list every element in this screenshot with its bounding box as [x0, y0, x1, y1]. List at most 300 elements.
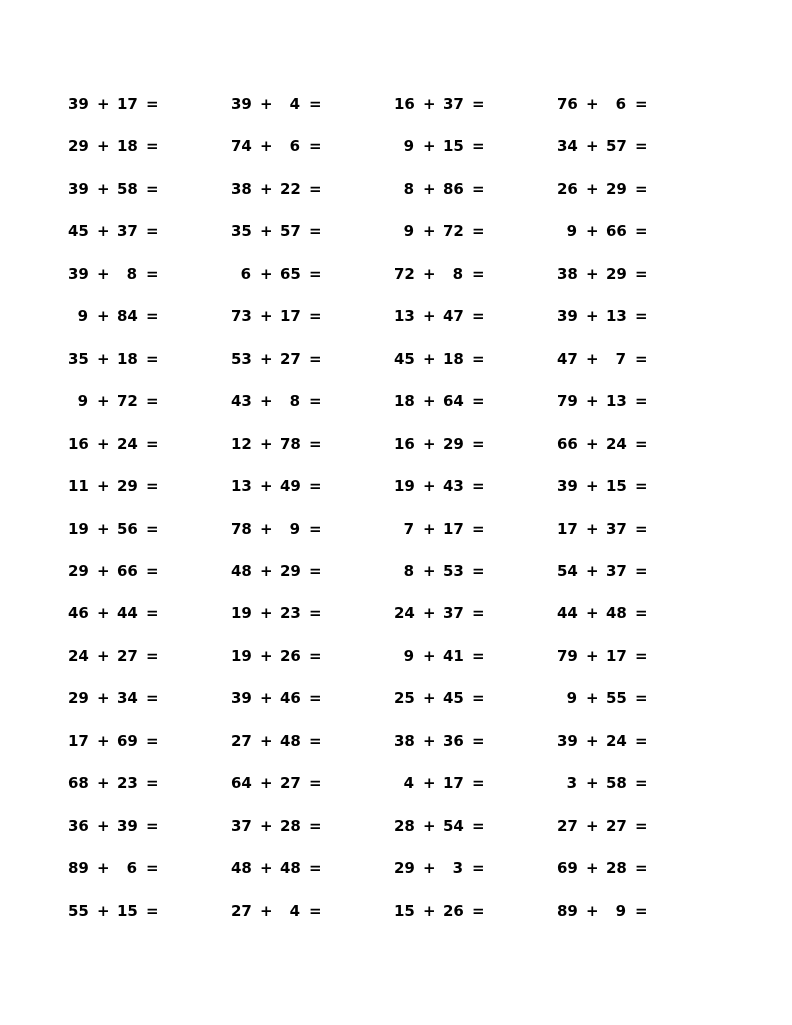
- equals-sign: =: [472, 520, 485, 538]
- addend-first: 24: [394, 604, 415, 622]
- equals-sign: =: [309, 477, 322, 495]
- addend-first: 9: [566, 222, 577, 240]
- addend-first: 12: [231, 435, 252, 453]
- plus-sign: +: [423, 859, 436, 877]
- addend-second: 64: [443, 392, 464, 410]
- addend-first: 7: [403, 520, 414, 538]
- equals-sign: =: [635, 435, 648, 453]
- addend-second: 58: [606, 774, 627, 792]
- plus-sign: +: [97, 435, 110, 453]
- equals-sign: =: [635, 350, 648, 368]
- addend-first: 27: [231, 732, 252, 750]
- plus-sign: +: [586, 562, 599, 580]
- addend-second: 29: [606, 180, 627, 198]
- equals-sign: =: [635, 477, 648, 495]
- addend-first: 38: [394, 732, 415, 750]
- equals-sign: =: [146, 392, 159, 410]
- addend-second: 37: [117, 222, 138, 240]
- addend-second: 22: [280, 180, 301, 198]
- equals-sign: =: [146, 180, 159, 198]
- plus-sign: +: [260, 817, 273, 835]
- equals-sign: =: [146, 265, 159, 283]
- plus-sign: +: [97, 689, 110, 707]
- addend-first: 29: [394, 859, 415, 877]
- addend-second: 27: [280, 350, 301, 368]
- addend-first: 37: [231, 817, 252, 835]
- addend-first: 79: [557, 647, 578, 665]
- addend-second: 56: [117, 520, 138, 538]
- equals-sign: =: [472, 774, 485, 792]
- plus-sign: +: [586, 902, 599, 920]
- plus-sign: +: [423, 732, 436, 750]
- addend-first: 76: [557, 95, 578, 113]
- addend-second: 15: [117, 902, 138, 920]
- equals-sign: =: [635, 180, 648, 198]
- plus-sign: +: [423, 604, 436, 622]
- addend-first: 3: [566, 774, 577, 792]
- addend-first: 44: [557, 604, 578, 622]
- addend-first: 8: [403, 562, 414, 580]
- plus-sign: +: [97, 180, 110, 198]
- addend-second: 15: [606, 477, 627, 495]
- addend-second: 8: [452, 265, 463, 283]
- addend-first: 13: [394, 307, 415, 325]
- plus-sign: +: [260, 604, 273, 622]
- equals-sign: =: [472, 562, 485, 580]
- plus-sign: +: [423, 562, 436, 580]
- plus-sign: +: [423, 137, 436, 155]
- addend-first: 48: [231, 859, 252, 877]
- addend-second: 17: [443, 774, 464, 792]
- addend-second: 17: [443, 520, 464, 538]
- equals-sign: =: [635, 732, 648, 750]
- equals-sign: =: [146, 689, 159, 707]
- equals-sign: =: [146, 902, 159, 920]
- addend-second: 41: [443, 647, 464, 665]
- equals-sign: =: [146, 307, 159, 325]
- equals-sign: =: [309, 817, 322, 835]
- plus-sign: +: [260, 562, 273, 580]
- equals-sign: =: [146, 477, 159, 495]
- plus-sign: +: [423, 817, 436, 835]
- equals-sign: =: [146, 647, 159, 665]
- equals-sign: =: [472, 604, 485, 622]
- addend-first: 55: [68, 902, 89, 920]
- plus-sign: +: [260, 180, 273, 198]
- addend-first: 72: [394, 265, 415, 283]
- equals-sign: =: [635, 902, 648, 920]
- equals-sign: =: [309, 350, 322, 368]
- equals-sign: =: [146, 222, 159, 240]
- addend-first: 9: [77, 307, 88, 325]
- plus-sign: +: [423, 477, 436, 495]
- plus-sign: +: [260, 859, 273, 877]
- addend-second: 24: [606, 732, 627, 750]
- addend-first: 19: [394, 477, 415, 495]
- addend-first: 15: [394, 902, 415, 920]
- equals-sign: =: [635, 817, 648, 835]
- addend-second: 7: [615, 350, 626, 368]
- addend-second: 57: [606, 137, 627, 155]
- plus-sign: +: [423, 222, 436, 240]
- addend-second: 29: [280, 562, 301, 580]
- equals-sign: =: [472, 817, 485, 835]
- addend-first: 69: [557, 859, 578, 877]
- addend-second: 6: [126, 859, 137, 877]
- equals-sign: =: [146, 350, 159, 368]
- equals-sign: =: [146, 520, 159, 538]
- addend-second: 29: [117, 477, 138, 495]
- plus-sign: +: [97, 265, 110, 283]
- plus-sign: +: [423, 435, 436, 453]
- addend-first: 19: [231, 647, 252, 665]
- addend-first: 26: [557, 180, 578, 198]
- addend-first: 9: [566, 689, 577, 707]
- plus-sign: +: [260, 774, 273, 792]
- addend-second: 13: [606, 307, 627, 325]
- addend-first: 78: [231, 520, 252, 538]
- plus-sign: +: [260, 350, 273, 368]
- plus-sign: +: [260, 647, 273, 665]
- addend-second: 37: [606, 562, 627, 580]
- plus-sign: +: [423, 774, 436, 792]
- equals-sign: =: [472, 732, 485, 750]
- addend-second: 72: [117, 392, 138, 410]
- plus-sign: +: [423, 902, 436, 920]
- addend-first: 9: [403, 647, 414, 665]
- addend-second: 23: [280, 604, 301, 622]
- addend-first: 9: [403, 222, 414, 240]
- addend-second: 27: [280, 774, 301, 792]
- addend-first: 47: [557, 350, 578, 368]
- equals-sign: =: [309, 265, 322, 283]
- equals-sign: =: [309, 859, 322, 877]
- addend-second: 48: [280, 732, 301, 750]
- equals-sign: =: [635, 265, 648, 283]
- plus-sign: +: [586, 222, 599, 240]
- equals-sign: =: [309, 392, 322, 410]
- addend-first: 39: [231, 689, 252, 707]
- equals-sign: =: [309, 647, 322, 665]
- equals-sign: =: [635, 774, 648, 792]
- plus-sign: +: [260, 435, 273, 453]
- plus-sign: +: [97, 520, 110, 538]
- plus-sign: +: [260, 520, 273, 538]
- equals-sign: =: [635, 520, 648, 538]
- addend-first: 29: [68, 562, 89, 580]
- addend-second: 13: [606, 392, 627, 410]
- addend-second: 24: [606, 435, 627, 453]
- addend-second: 53: [443, 562, 464, 580]
- addend-first: 25: [394, 689, 415, 707]
- addend-second: 28: [280, 817, 301, 835]
- equals-sign: =: [309, 562, 322, 580]
- plus-sign: +: [586, 647, 599, 665]
- addend-first: 9: [77, 392, 88, 410]
- plus-sign: +: [97, 562, 110, 580]
- addend-second: 69: [117, 732, 138, 750]
- addend-second: 27: [606, 817, 627, 835]
- addend-second: 47: [443, 307, 464, 325]
- plus-sign: +: [260, 137, 273, 155]
- plus-sign: +: [260, 902, 273, 920]
- plus-sign: +: [423, 392, 436, 410]
- plus-sign: +: [423, 265, 436, 283]
- addend-second: 18: [443, 350, 464, 368]
- addend-second: 78: [280, 435, 301, 453]
- plus-sign: +: [97, 732, 110, 750]
- equals-sign: =: [472, 95, 485, 113]
- addend-first: 17: [68, 732, 89, 750]
- equals-sign: =: [309, 689, 322, 707]
- equals-sign: =: [472, 859, 485, 877]
- addend-first: 66: [557, 435, 578, 453]
- addend-first: 45: [68, 222, 89, 240]
- addend-first: 74: [231, 137, 252, 155]
- addend-second: 3: [452, 859, 463, 877]
- equals-sign: =: [146, 562, 159, 580]
- addend-second: 17: [280, 307, 301, 325]
- addend-first: 53: [231, 350, 252, 368]
- addend-first: 79: [557, 392, 578, 410]
- equals-sign: =: [146, 732, 159, 750]
- equals-sign: =: [635, 307, 648, 325]
- plus-sign: +: [97, 647, 110, 665]
- addend-first: 29: [68, 137, 89, 155]
- addend-first: 43: [231, 392, 252, 410]
- plus-sign: +: [586, 859, 599, 877]
- addend-second: 48: [606, 604, 627, 622]
- addend-second: 46: [280, 689, 301, 707]
- equals-sign: =: [146, 774, 159, 792]
- plus-sign: +: [586, 180, 599, 198]
- addend-first: 39: [68, 265, 89, 283]
- plus-sign: +: [97, 604, 110, 622]
- addend-first: 27: [557, 817, 578, 835]
- plus-sign: +: [260, 265, 273, 283]
- plus-sign: +: [586, 689, 599, 707]
- equals-sign: =: [309, 902, 322, 920]
- equals-sign: =: [472, 222, 485, 240]
- plus-sign: +: [586, 307, 599, 325]
- addend-second: 48: [280, 859, 301, 877]
- addend-second: 43: [443, 477, 464, 495]
- plus-sign: +: [586, 520, 599, 538]
- plus-sign: +: [97, 95, 110, 113]
- addend-first: 39: [557, 477, 578, 495]
- addend-first: 36: [68, 817, 89, 835]
- addend-second: 39: [117, 817, 138, 835]
- addend-first: 27: [231, 902, 252, 920]
- addend-first: 16: [394, 435, 415, 453]
- addend-second: 8: [289, 392, 300, 410]
- addend-second: 86: [443, 180, 464, 198]
- addend-second: 44: [117, 604, 138, 622]
- equals-sign: =: [635, 859, 648, 877]
- addend-first: 28: [394, 817, 415, 835]
- equals-sign: =: [472, 307, 485, 325]
- plus-sign: +: [586, 435, 599, 453]
- equals-sign: =: [635, 95, 648, 113]
- equals-sign: =: [635, 647, 648, 665]
- equals-sign: =: [472, 350, 485, 368]
- addend-first: 11: [68, 477, 89, 495]
- addend-first: 34: [557, 137, 578, 155]
- plus-sign: +: [260, 307, 273, 325]
- addend-first: 46: [68, 604, 89, 622]
- plus-sign: +: [260, 95, 273, 113]
- plus-sign: +: [586, 604, 599, 622]
- addend-first: 18: [394, 392, 415, 410]
- equals-sign: =: [472, 392, 485, 410]
- addend-second: 54: [443, 817, 464, 835]
- plus-sign: +: [260, 689, 273, 707]
- addend-second: 26: [443, 902, 464, 920]
- equals-sign: =: [309, 604, 322, 622]
- plus-sign: +: [97, 350, 110, 368]
- addend-second: 9: [615, 902, 626, 920]
- equals-sign: =: [309, 520, 322, 538]
- addend-first: 4: [403, 774, 414, 792]
- addend-first: 13: [231, 477, 252, 495]
- plus-sign: +: [586, 477, 599, 495]
- plus-sign: +: [97, 307, 110, 325]
- equals-sign: =: [146, 604, 159, 622]
- equals-sign: =: [309, 307, 322, 325]
- plus-sign: +: [97, 859, 110, 877]
- addend-second: 45: [443, 689, 464, 707]
- plus-sign: +: [586, 265, 599, 283]
- addend-second: 49: [280, 477, 301, 495]
- addend-first: 38: [231, 180, 252, 198]
- addend-second: 66: [117, 562, 138, 580]
- addend-second: 17: [606, 647, 627, 665]
- plus-sign: +: [97, 137, 110, 155]
- addend-first: 38: [557, 265, 578, 283]
- equals-sign: =: [635, 562, 648, 580]
- plus-sign: +: [97, 902, 110, 920]
- plus-sign: +: [260, 732, 273, 750]
- addend-first: 17: [557, 520, 578, 538]
- plus-sign: +: [97, 477, 110, 495]
- equals-sign: =: [309, 137, 322, 155]
- addend-first: 45: [394, 350, 415, 368]
- equals-sign: =: [146, 137, 159, 155]
- addend-first: 35: [231, 222, 252, 240]
- addend-second: 18: [117, 137, 138, 155]
- addend-second: 65: [280, 265, 301, 283]
- addend-second: 34: [117, 689, 138, 707]
- equals-sign: =: [635, 392, 648, 410]
- addend-first: 8: [403, 180, 414, 198]
- plus-sign: +: [423, 95, 436, 113]
- equals-sign: =: [146, 95, 159, 113]
- equals-sign: =: [472, 647, 485, 665]
- addend-second: 27: [117, 647, 138, 665]
- plus-sign: +: [423, 307, 436, 325]
- equals-sign: =: [309, 774, 322, 792]
- addend-first: 35: [68, 350, 89, 368]
- addend-second: 4: [289, 95, 300, 113]
- plus-sign: +: [586, 732, 599, 750]
- addend-first: 68: [68, 774, 89, 792]
- plus-sign: +: [97, 774, 110, 792]
- equals-sign: =: [146, 817, 159, 835]
- equals-sign: =: [309, 95, 322, 113]
- addend-second: 6: [615, 95, 626, 113]
- addend-first: 6: [240, 265, 251, 283]
- plus-sign: +: [260, 222, 273, 240]
- addend-second: 15: [443, 137, 464, 155]
- addend-second: 29: [443, 435, 464, 453]
- equals-sign: =: [472, 689, 485, 707]
- addend-second: 8: [126, 265, 137, 283]
- addend-second: 26: [280, 647, 301, 665]
- equals-sign: =: [472, 180, 485, 198]
- addend-first: 48: [231, 562, 252, 580]
- plus-sign: +: [97, 817, 110, 835]
- addend-second: 55: [606, 689, 627, 707]
- addend-first: 39: [68, 180, 89, 198]
- addend-first: 19: [68, 520, 89, 538]
- addend-first: 19: [231, 604, 252, 622]
- plus-sign: +: [423, 180, 436, 198]
- equals-sign: =: [635, 222, 648, 240]
- plus-sign: +: [423, 647, 436, 665]
- plus-sign: +: [260, 477, 273, 495]
- addend-first: 64: [231, 774, 252, 792]
- addend-first: 89: [557, 902, 578, 920]
- addend-first: 73: [231, 307, 252, 325]
- addend-second: 6: [289, 137, 300, 155]
- plus-sign: +: [586, 817, 599, 835]
- plus-sign: +: [423, 520, 436, 538]
- addend-second: 24: [117, 435, 138, 453]
- plus-sign: +: [586, 95, 599, 113]
- addend-first: 16: [394, 95, 415, 113]
- equals-sign: =: [309, 180, 322, 198]
- addend-second: 72: [443, 222, 464, 240]
- addend-second: 66: [606, 222, 627, 240]
- addend-first: 89: [68, 859, 89, 877]
- plus-sign: +: [260, 392, 273, 410]
- addend-first: 39: [231, 95, 252, 113]
- addend-second: 57: [280, 222, 301, 240]
- addend-second: 4: [289, 902, 300, 920]
- equals-sign: =: [309, 732, 322, 750]
- equals-sign: =: [309, 222, 322, 240]
- addend-first: 39: [557, 307, 578, 325]
- addend-second: 17: [117, 95, 138, 113]
- addend-second: 36: [443, 732, 464, 750]
- equals-sign: =: [309, 435, 322, 453]
- addend-second: 29: [606, 265, 627, 283]
- equals-sign: =: [635, 689, 648, 707]
- equals-sign: =: [472, 477, 485, 495]
- equals-sign: =: [635, 137, 648, 155]
- addend-second: 84: [117, 307, 138, 325]
- plus-sign: +: [423, 350, 436, 368]
- equals-sign: =: [472, 435, 485, 453]
- equals-sign: =: [472, 265, 485, 283]
- addend-first: 39: [557, 732, 578, 750]
- plus-sign: +: [586, 392, 599, 410]
- plus-sign: +: [586, 137, 599, 155]
- addend-first: 16: [68, 435, 89, 453]
- equals-sign: =: [472, 902, 485, 920]
- equals-sign: =: [146, 859, 159, 877]
- addend-second: 28: [606, 859, 627, 877]
